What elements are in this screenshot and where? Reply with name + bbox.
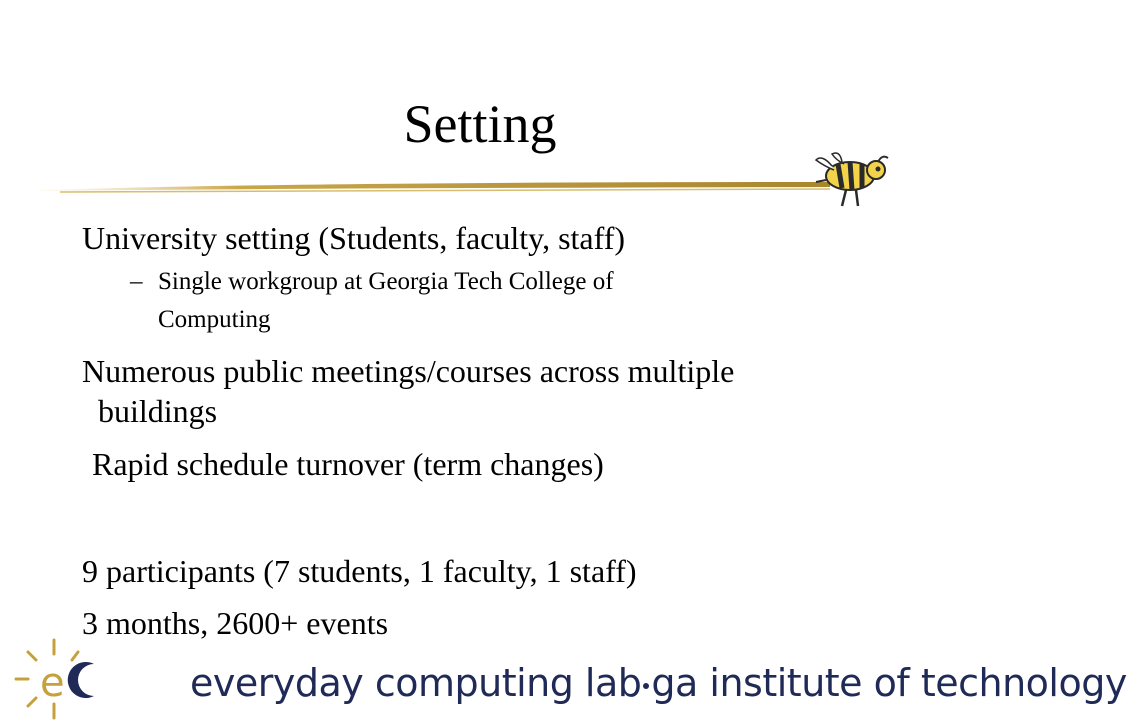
sub-bullet-workgroup-line2: Computing — [158, 306, 271, 333]
bullet-public-meetings-line1: Numerous public meetings/courses across multiple — [82, 353, 735, 389]
footer-lab: everyday computing lab — [190, 661, 642, 705]
ec-logo-icon — [12, 638, 104, 720]
footer-separator-dot — [643, 683, 649, 689]
footer-lab-name — [190, 660, 1127, 706]
bullet-university-setting: University setting (Students, faculty, staff) — [82, 220, 626, 256]
bullet-public-meetings-line2: buildings — [98, 393, 218, 429]
yellow-jacket-bee-icon — [812, 152, 892, 210]
bullet-duration-events: 3 months, 2600+ events — [82, 605, 389, 641]
svg-text:e: e — [40, 660, 65, 706]
sub-bullet-workgroup-line1: Single workgroup at Georgia Tech College of — [158, 268, 614, 295]
footer-institute: ga institute of technology — [651, 661, 1127, 705]
sub-bullet-dash: – — [130, 268, 143, 295]
gold-divider-rule — [0, 160, 860, 200]
bullet-rapid-schedule: Rapid schedule turnover (term changes) — [92, 446, 604, 482]
slide-title: Setting — [403, 94, 557, 154]
bullet-participants: 9 participants (7 students, 1 faculty, 1 staff) — [82, 553, 637, 589]
